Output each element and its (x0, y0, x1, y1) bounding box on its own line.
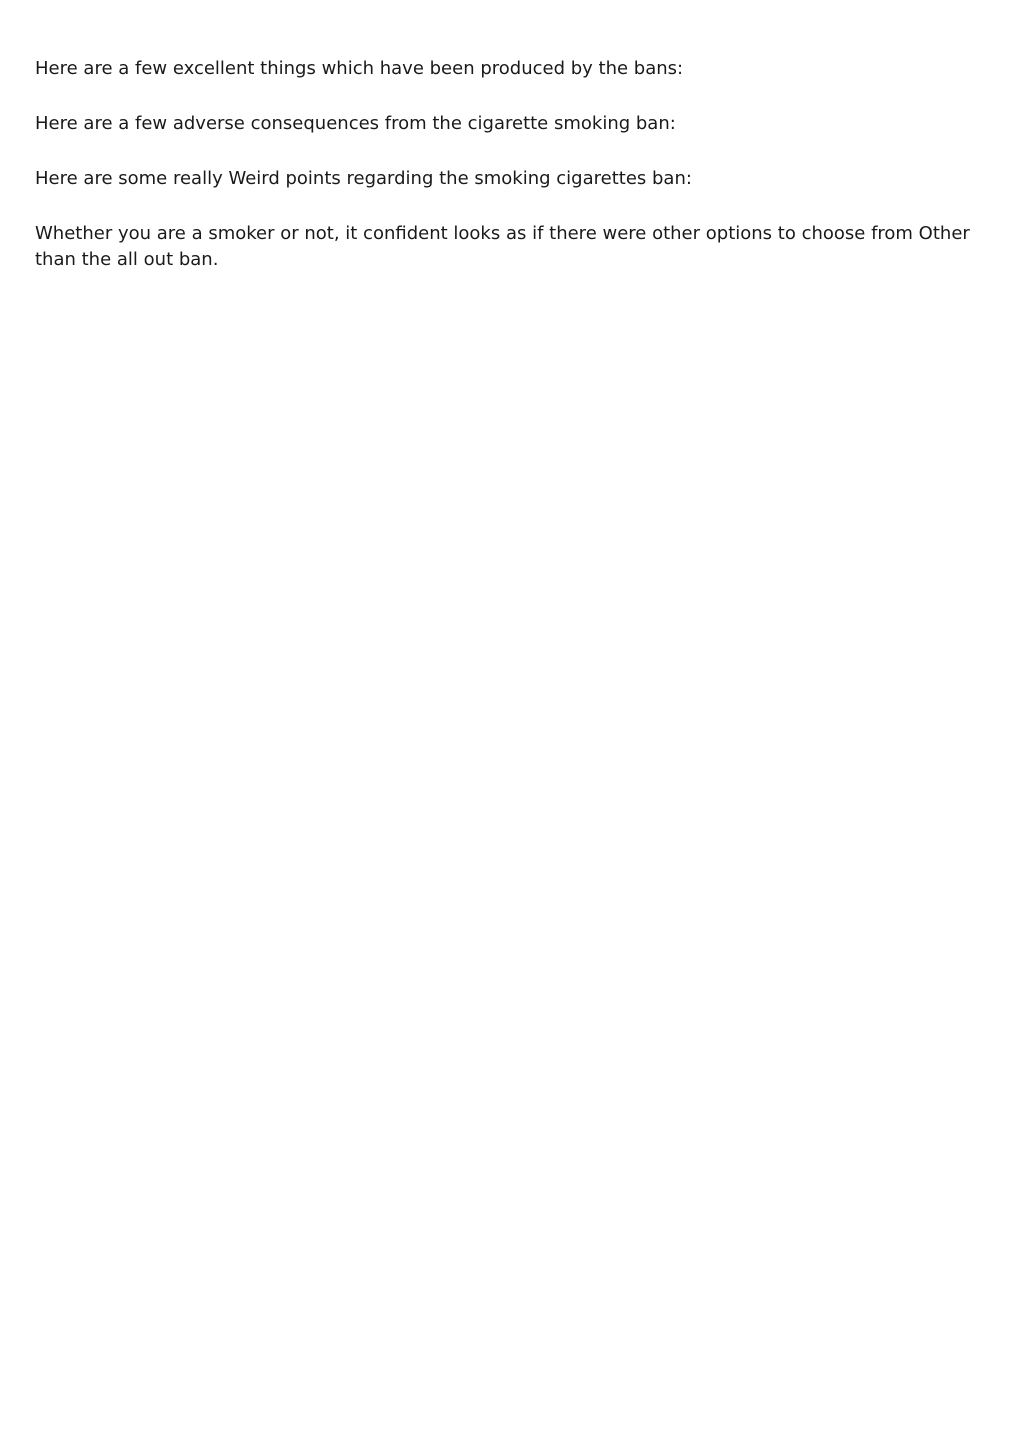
document-body (35, 56, 990, 302)
paragraph-adverse-consequences: Here are a few adverse consequences from the cigarette smoking ban: (35, 113, 676, 134)
paragraph-good-things: Here are a few excellent things which have been produced by the bans: (35, 58, 684, 79)
paragraph-conclusion: Whether you are a smoker or not, it confident looks as if there were other options to choose from Other than the all out ban. (35, 223, 970, 270)
paragraph-weird-points: Here are some really Weird points regarding the smoking cigarettes ban: (35, 168, 692, 189)
